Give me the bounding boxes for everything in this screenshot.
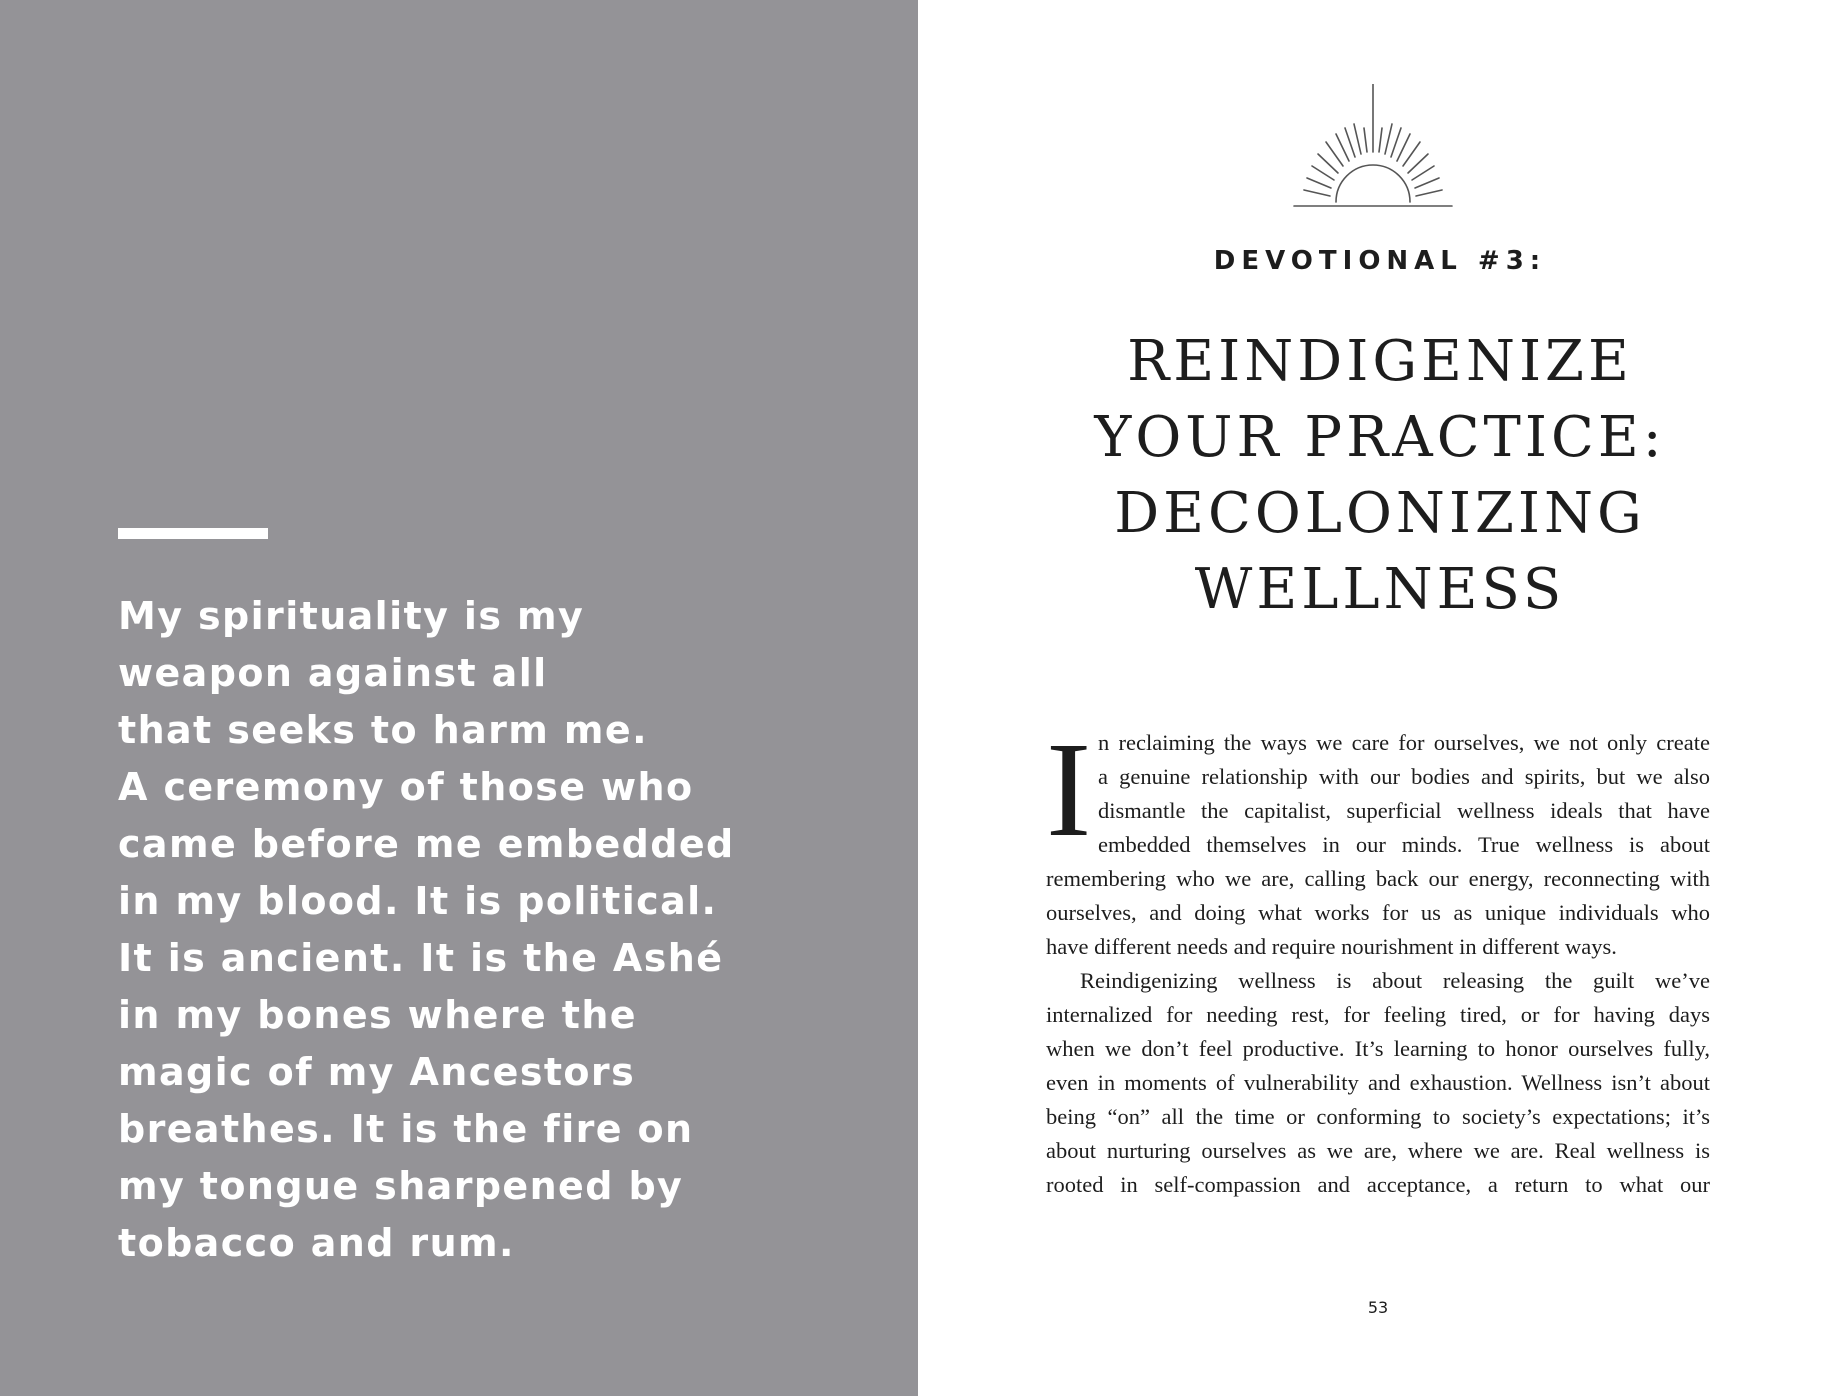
quote-line: My spirituality is my	[118, 594, 585, 638]
paragraph-line: ourselves, and doing what works for us as unique individuals who	[1046, 900, 1710, 925]
paragraph-line: Reindigenizing wellness is about releasing the guilt we’ve	[1080, 968, 1710, 993]
body-text	[1046, 715, 1710, 1202]
quote-line: magic of my Ancestors	[118, 1050, 636, 1094]
paragraph-line: dismantle the capitalist, superficial wellness ideals that have	[1098, 798, 1710, 823]
paragraph-2	[1046, 964, 1710, 1202]
paragraph-line: internalized for needing rest, for feeling tired, or for having days	[1046, 1002, 1710, 1027]
title-line: WELLNESS	[1194, 557, 1566, 622]
quote-line: in my blood. It is political.	[118, 879, 718, 923]
title-line: REINDIGENIZE	[1127, 329, 1633, 394]
paragraph-line: about nurturing ourselves as we are, where we are. Real wellness is	[1046, 1138, 1710, 1163]
quote-line: It is ancient. It is the Ashé	[118, 936, 724, 980]
quote-line: weapon against all	[118, 651, 548, 695]
quote-line: in my bones where the	[118, 993, 637, 1037]
sunrise-rays-icon	[1290, 84, 1456, 214]
paragraph-line: n reclaiming the ways we care for ourselves, we not only create	[1098, 730, 1710, 755]
quote-line: my tongue sharpened by	[118, 1164, 684, 1208]
paragraph-line: even in moments of vulnerability and exhaustion. Wellness isn’t about	[1046, 1070, 1710, 1095]
quote-line: tobacco and rum.	[118, 1221, 515, 1265]
paragraph-line: rooted in self-compassion and acceptance, a return to what our	[1046, 1172, 1710, 1197]
drop-cap: I	[1046, 715, 1092, 865]
chapter-title	[1000, 324, 1760, 628]
paragraph-line: when we don’t feel productive. It’s learning to honor ourselves fully,	[1046, 1036, 1710, 1061]
pull-quote	[118, 588, 838, 1272]
quote-accent-rule	[118, 528, 268, 539]
paragraph-line: a genuine relationship with our bodies and spirits, but we also	[1098, 764, 1710, 789]
paragraph-line: embedded themselves in our minds. True wellness is about	[1098, 832, 1710, 857]
quote-line: breathes. It is the fire on	[118, 1107, 694, 1151]
title-line: YOUR PRACTICE:	[1094, 405, 1666, 470]
paragraph-line: remembering who we are, calling back our energy, reconnecting with	[1046, 866, 1710, 891]
devotional-kicker: DEVOTIONAL #3:	[1213, 246, 1547, 276]
paragraph-1	[1046, 715, 1710, 964]
paragraph-line: being “on” all the time or conforming to society’s expectations; it’s	[1046, 1104, 1710, 1129]
quote-line: that seeks to harm me.	[118, 708, 648, 752]
quote-line: came before me embedded	[118, 822, 735, 866]
quote-line: A ceremony of those who	[118, 765, 694, 809]
title-line: DECOLONIZING	[1114, 481, 1646, 546]
page-number: 53	[1367, 1298, 1389, 1317]
paragraph-line: have different needs and require nourishment in different ways.	[1046, 934, 1617, 959]
